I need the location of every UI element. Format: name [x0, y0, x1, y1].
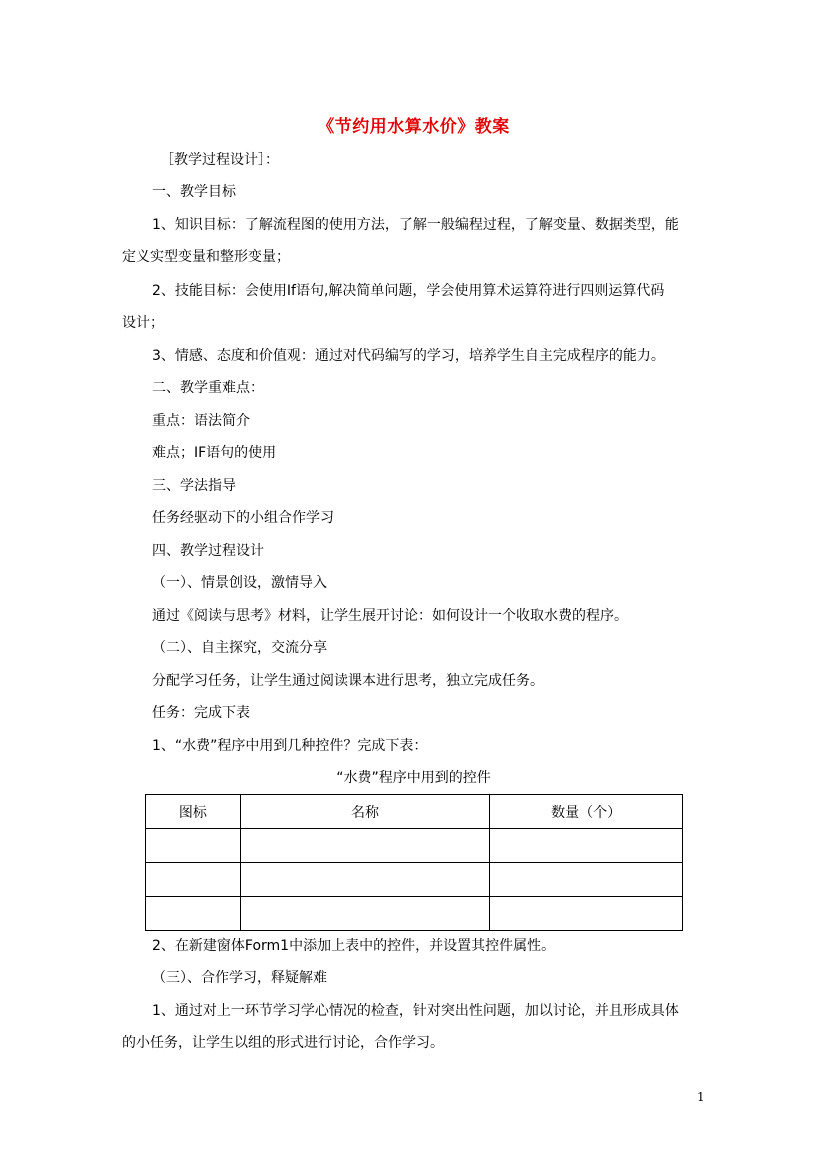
paragraph-line: 1、知识目标：了解流程图的使用方法，了解一般编程过程，了解变量、数据类型，能	[152, 217, 679, 233]
paragraph-line: 设计；	[122, 315, 164, 331]
table-caption: “水费”程序中用到的控件	[336, 770, 491, 786]
page-number: 1	[697, 1090, 705, 1104]
subsection-heading: （二）、自主探究，交流分享	[152, 640, 327, 656]
paragraph-line: 通过《阅读与思考》材料，让学生展开讨论：如何设计一个收取水费的程序。	[152, 608, 628, 624]
paragraph-line: 重点：语法简介	[152, 413, 250, 429]
paragraph-line: 1、通过对上一环节学习学心情况的检查，针对突出性问题，加以讨论，并且形成具体	[152, 1003, 679, 1019]
section-heading: 一、教学目标	[152, 184, 236, 200]
table-cell	[490, 863, 683, 897]
paragraph-line: 2、在新建窗体Form1中添加上表中的控件，并设置其控件属性。	[152, 938, 556, 954]
paragraph-line: 定义实型变量和整形变量；	[122, 249, 290, 265]
section-heading: 四、教学过程设计	[152, 543, 264, 559]
section-heading: ［教学过程设计］：	[160, 152, 279, 168]
paragraph-line: 的小任务，让学生以组的形式进行讨论，合作学习。	[122, 1035, 444, 1051]
subsection-heading: （一）、情景创设，激情导入	[152, 575, 327, 591]
controls-table	[145, 794, 683, 931]
table-cell	[240, 829, 489, 863]
table-cell	[146, 863, 241, 897]
section-heading: 二、教学重难点：	[152, 380, 264, 396]
paragraph-line: 难点；IF语句的使用	[152, 445, 277, 461]
table-row	[146, 829, 683, 863]
table-cell	[146, 829, 241, 863]
paragraph-line: 任务经驱动下的小组合作学习	[152, 510, 334, 526]
table-row	[146, 897, 683, 931]
table-cell	[240, 897, 489, 931]
table-header-row	[146, 795, 683, 829]
paragraph-line: 1、“水费”程序中用到几种控件？完成下表：	[152, 738, 428, 754]
paragraph-line: 2、技能目标：会使用If语句,解决简单问题，学会使用算术运算符进行四则运算代码	[152, 283, 665, 299]
paragraph-line: 分配学习任务，让学生通过阅读课本进行思考，独立完成任务。	[152, 673, 544, 689]
table-header-icon: 图标	[146, 795, 241, 829]
table-cell	[490, 897, 683, 931]
table-header-name: 名称	[240, 795, 489, 829]
table-header-count: 数量（个）	[490, 795, 683, 829]
table-cell	[490, 829, 683, 863]
subsection-heading: （三）、合作学习，释疑解难	[152, 970, 327, 986]
paragraph-line: 3、情感、态度和价值观：通过对代码编写的学习，培养学生自主完成程序的能力。	[152, 348, 665, 364]
document-title: 《节约用水算水价》教案	[317, 117, 510, 137]
paragraph-line: 任务：完成下表	[152, 705, 250, 721]
section-heading: 三、学法指导	[152, 478, 236, 494]
table-cell	[146, 897, 241, 931]
table-row	[146, 863, 683, 897]
table-cell	[240, 863, 489, 897]
